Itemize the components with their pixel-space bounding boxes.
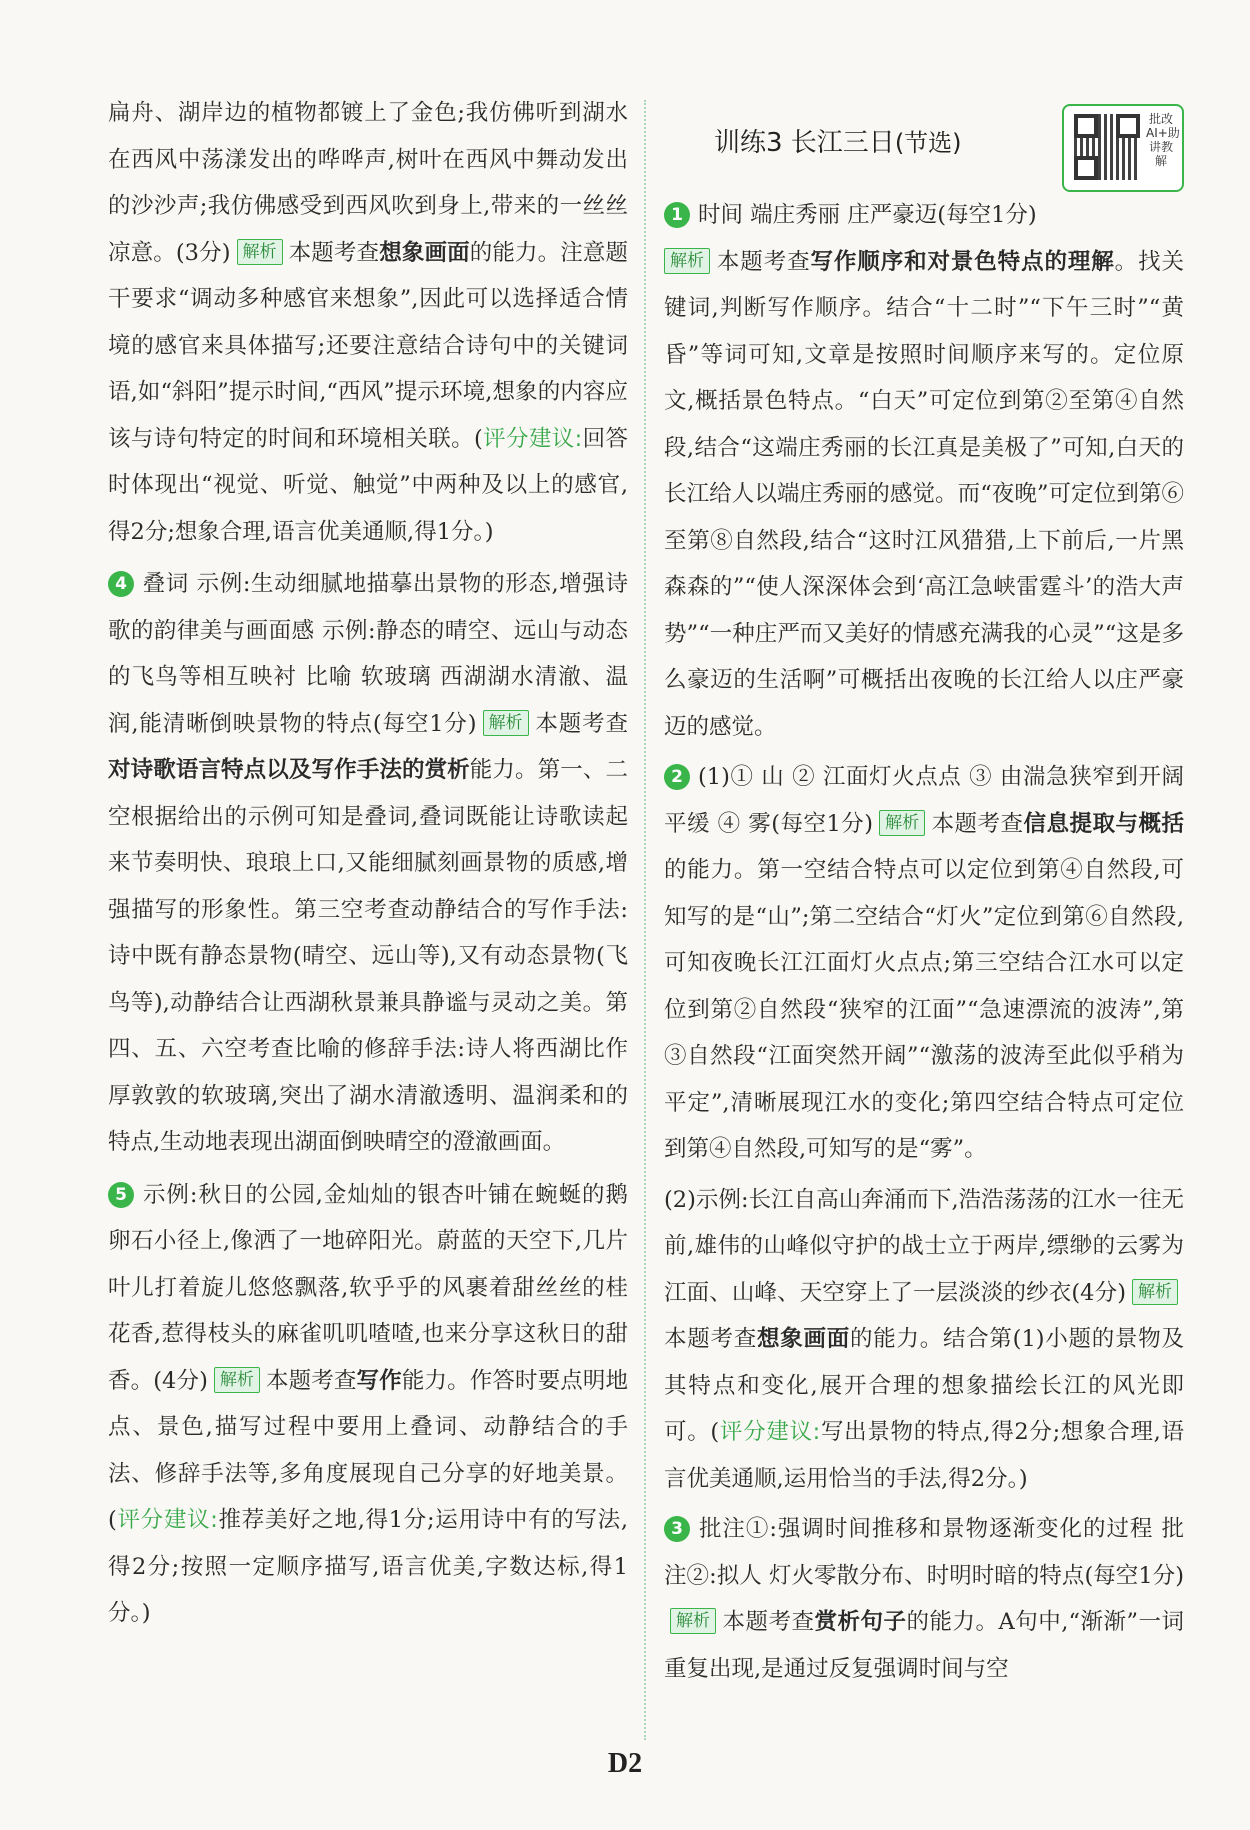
- key-skill: 信息提取与概括: [1023, 810, 1184, 837]
- question-number-badge: 5: [108, 1182, 134, 1208]
- watermark-logo: [242, 733, 369, 875]
- analysis-tag: 解析: [237, 239, 283, 265]
- q2-answer: (1)① 山 ② 江面灯火点点 ③ 由湍急狭窄到开阔平缓 ④ 雾(每空1分): [664, 764, 1184, 837]
- scoring-tip-label: 评分建议:: [482, 425, 583, 452]
- intro-answer: 扁舟、湖岸边的植物都镀上了金色;我仿佛听到湖水在西风中荡漾发出的哗哗声,树叶在西风中舞动发出的沙沙声;我仿佛感受到西风吹到身上,带来的一丝丝凉意。(3分) 解析 本题考查想象画面的能力。注意题干要求“调动多种感官来想象”,因此可以选择适合情境的感官来具体描写;还要注意结合诗句中的关键词语,如“斜阳”提示时间,“西风”提示环境,想象的内容应该与诗句特定的时间和环境相关联。(评分建议:回答时体现出“视觉、听觉、触觉”中两种及以上的感官,得2分;想象合理,语言优美通顺,得1分。): [108, 100, 628, 545]
- question-number-badge: 3: [664, 1516, 690, 1542]
- question-1: 1 时间 端庄秀丽 庄严豪迈(每空1分) 解析 本题考查写作顺序和对景色特点的理解。找关键词,判断写作顺序。结合“十二时”“下午三时”“黄昏”等词可知,文章是按照时间顺序来写的。定位原文,概括景色特点。“白天”可定位到第②至第④自然段,结合“这端庄秀丽的长江真是美极了”可知,白天的长江给人以端庄秀丽的感觉。而“夜晚”可定位到第⑥至第⑧自然段,结合“这时江风猎猎,上下前后,一片黑森森的”“使人深深体会到‘高江急峡雷霆斗’的浩大声势”“一种庄严而又美好的情感充满我的心灵”“这是多么豪迈的生活啊”可概括出夜晚的长江给人以庄严豪迈的感觉。: [664, 202, 1184, 740]
- question-5: 5 示例:秋日的公园,金灿灿的银杏叶铺在蜿蜒的鹅卵石小径上,像洒了一地碎阳光。蔚蓝的天空下,几片叶儿打着旋儿悠悠飘落,软乎乎的风裹着甜丝丝的桂花香,惹得枝头的麻雀叽叽喳喳,也来分享这秋日的甜香。(4分) 解析 本题考查写作能力。作答时要点明地点、景色,描写过程中要用上叠词、动静结合的手法、修辞手法等,多角度展现自己分享的好地美景。(评分建议:推荐美好之地,得1分;运用诗中有的写法,得2分;按照一定顺序描写,语言优美,字数达标,得1分。): [108, 1181, 628, 1626]
- question-2-part-2: (2)示例:长江自高山奔涌而下,浩浩荡荡的江水一往无前,雄伟的山峰似守护的战士立于两岸,缥缈的云雾为江面、山峰、天空穿上了一层淡淡的纱衣(4分) 解析本题考查想象画面的能力。结合第(1)小题的景物及其特点和变化,展开合理的想象描绘长江的风光即可。(评分建议:写出景物的特点,得2分;想象合理,语言优美通顺,运用恰当的手法,得2分。): [664, 1186, 1185, 1492]
- analysis-tag: 解析: [483, 710, 529, 736]
- key-skill: 想象画面: [756, 1326, 850, 1352]
- analysis-tag: 解析: [1132, 1279, 1178, 1305]
- analysis-tag: 解析: [670, 1608, 716, 1634]
- question-number-badge: 2: [664, 764, 690, 790]
- key-skill: 对诗歌语言特点以及写作手法的赏析: [108, 757, 470, 783]
- analysis-tag: 解析: [879, 810, 925, 836]
- question-number-badge: 1: [664, 202, 690, 228]
- q3-answer: 批注①:强调时间推移和景物逐渐变化的过程 批注②:拟人 灯火零散分布、时明时暗的特点(每空1分): [664, 1516, 1184, 1589]
- qr-label: 批改AI+助讲教解: [1146, 112, 1180, 168]
- scoring-tip-label: 评分建议:: [116, 1507, 218, 1533]
- scoring-tip-label: 评分建议:: [719, 1419, 821, 1445]
- analysis-tag: 解析: [214, 1367, 260, 1393]
- question-2: 2 (1)① 山 ② 江面灯火点点 ③ 由湍急狭窄到开阔平缓 ④ 雾(每空1分) 解析 本题考查信息提取与概括的能力。第一空结合特点可以定位到第④自然段,可知写的是“山”;第二空结合“灯火”定位到第⑥自然段,可知夜晚长江江面灯火点点;第三空结合江水可以定位到第②自然段“狭窄的江面”“急速漂流的波涛”,第③自然段“江面突然开阔”“激荡的波涛至此似乎稍为平定”,清晰展现江水的变化;第四空结合特点可定位到第④自然段,可知写的是“雾”。: [664, 764, 1184, 1162]
- key-skill: 想象画面: [379, 239, 470, 266]
- q5-answer: 示例:秋日的公园,金灿灿的银杏叶铺在蜿蜒的鹅卵石小径上,像洒了一地碎阳光。蔚蓝的天空下,几片叶儿打着旋儿悠悠飘落,软乎乎的风裹着甜丝丝的桂花香,惹得枝头的麻雀叽叽喳喳,也来分享这秋日的甜香。(4分): [108, 1181, 628, 1394]
- q4-answer: 叠词 示例:生动细腻地描摹出景物的形态,增强诗歌的韵律美与画面感 示例:静态的晴空、远山与动态的飞鸟等相互映衬 比喻 软玻璃 西湖湖水清澈、温润,能清晰倒映景物的特点(每空1分): [108, 571, 628, 737]
- section-title-sub: (节选): [894, 129, 962, 157]
- question-number-badge: 4: [108, 571, 134, 597]
- qr-code-badge[interactable]: [1062, 104, 1184, 192]
- column-divider: [644, 100, 646, 1740]
- q1-answer: 时间 端庄秀丽 庄严豪迈(每空1分): [698, 202, 1037, 228]
- qr-code-icon: [1074, 114, 1140, 180]
- analysis-tag: 解析: [664, 248, 710, 274]
- section-title-main: 训练3 长江三日: [714, 128, 895, 158]
- left-column: [108, 90, 628, 1637]
- question-4: 4 叠词 示例:生动细腻地描摹出景物的形态,增强诗歌的韵律美与画面感 示例:静态的晴空、远山与动态的飞鸟等相互映衬 比喻 软玻璃 西湖湖水清澈、温润,能清晰倒映景物的特点(每空1分) 解析 本题考查对诗歌语言特点以及写作手法的赏析能力。第一、二空根据给出的示例可知是叠词,叠词既能让诗歌读起来节奏明快、琅琅上口,又能细腻刻画景物的质感,增强描写的形象性。第三空考查动静结合的写作手法:诗中既有静态景物(晴空、远山等),又有动态景物(飞鸟等),动静结合让西湖秋景兼具静谧与灵动之美。第四、五、六空考查比喻的修辞手法:诗人将西湖比作厚敦敦的软玻璃,突出了湖水清澈透明、温润柔和的特点,生动地表现出湖面倒映晴空的澄澈画面。: [108, 571, 628, 1155]
- page-number: D2: [607, 1748, 643, 1779]
- q2-part2-answer: (2)示例:长江自高山奔涌而下,浩浩荡荡的江水一往无前,雄伟的山峰似守护的战士立于两岸,缥缈的云雾为江面、山峰、天空穿上了一层淡淡的纱衣(4分): [664, 1186, 1184, 1306]
- section-title: [714, 122, 962, 159]
- key-skill: 写作: [356, 1367, 402, 1394]
- key-skill: 赏析句子: [814, 1609, 907, 1635]
- key-skill: 写作顺序和对景色特点的理解: [810, 248, 1115, 275]
- question-3: 3 批注①:强调时间推移和景物逐渐变化的过程 批注②:拟人 灯火零散分布、时明时暗的特点(每空1分)解析 本题考查赏析句子的能力。A句中,“渐渐”一词重复出现,是通过反复强调时间与空: [664, 1516, 1184, 1682]
- right-column: [664, 192, 1184, 1692]
